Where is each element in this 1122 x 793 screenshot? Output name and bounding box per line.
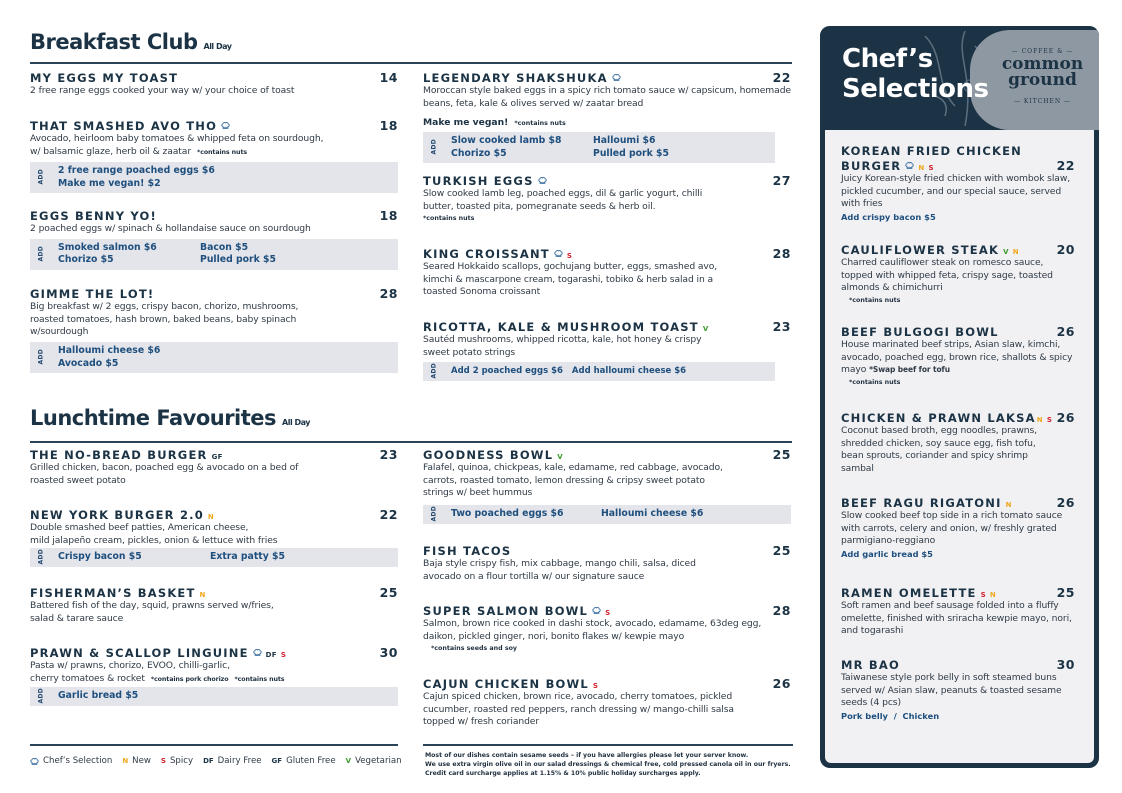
item-name-text: NEW YORK BURGER 2.0 (30, 508, 204, 522)
vegan-option: Make me vegan! (423, 117, 509, 129)
desc-line: w/ balsamic glaze, herb oil & zaatar (30, 145, 191, 157)
item-desc (30, 600, 398, 625)
add-on-option: Crispy bacon $5 (58, 551, 142, 563)
spicy-tag: S (605, 609, 611, 617)
item-price: 26 (1056, 495, 1075, 510)
desc-line: Pasta w/ prawns, chorizo, EVOO, chilli-garlic, (30, 660, 230, 671)
item-name-text: FISHERMAN’S BASKET (30, 586, 196, 600)
item-name: MY EGGS MY TOAST (30, 71, 179, 85)
item-name (423, 71, 621, 85)
chef-hat-icon (221, 121, 230, 130)
add-on-option: Add halloumi cheese $6 (571, 366, 687, 377)
item-name-text: CAJUN CHICKEN BOWL (423, 677, 589, 691)
menu-item-eggs-benny (30, 208, 398, 270)
legend-label: Vegetarian (355, 756, 402, 766)
add-label: ADD (37, 349, 45, 365)
item-price: 20 (1056, 242, 1075, 257)
menu-item-shakshuka (423, 70, 791, 163)
desc-line: salad & tarare sauce (30, 612, 124, 624)
item-name (423, 320, 709, 334)
item-name (841, 159, 934, 173)
item-price: 30 (1056, 657, 1075, 672)
spicy-tag: S (566, 252, 573, 260)
spicy-tag: S (280, 651, 287, 659)
item-price: 22 (772, 70, 791, 85)
footer-line: Credit card surcharge applies at 1.15% & 10% public holiday surcharges apply. (425, 770, 701, 777)
add-on-option: Avocado $5 (58, 357, 119, 369)
item-name-text: PRAWN & SCALLOP LINGUINE (30, 646, 249, 660)
item-name (841, 496, 1012, 510)
dairy-free-tag: DF (265, 651, 277, 659)
legend-code: DF (203, 757, 214, 765)
item-price: 28 (772, 246, 791, 261)
add-on-option: Slow cooked lamb $8 (451, 135, 562, 147)
item-name-text: BURGER (841, 159, 902, 173)
item-price: 28 (772, 603, 791, 618)
panel-title-line: Chef’s (842, 44, 933, 74)
allergen-note: *contains nuts (234, 675, 285, 683)
item-name (841, 411, 1052, 425)
item-price: 22 (1056, 158, 1075, 173)
chef-item-chicken-prawn-laksa (841, 410, 1075, 476)
item-name (423, 448, 563, 462)
item-name: FISH TACOS (423, 544, 512, 558)
add-label: ADD (430, 139, 438, 155)
item-name-text: LEGENDARY SHAKSHUKA (423, 71, 608, 85)
desc-line: Avocado, heirloom baby tomatoes & whipped feta on sourdough, (30, 133, 324, 144)
desc-line: cherry tomatoes & rocket (30, 672, 145, 684)
chef-hat-icon (905, 161, 914, 170)
footer-disclaimer (425, 751, 791, 778)
item-price: 26 (1056, 410, 1075, 425)
item-price: 22 (379, 507, 398, 522)
item-price: 28 (379, 286, 398, 301)
chef-hat-icon (538, 176, 547, 185)
legend-label: Dairy Free (217, 756, 262, 766)
footer-line: We use extra virgin olive oil in our salad dressings & chemical free, cold pressed canola oil in our fryers. (425, 761, 791, 768)
breakfast-divider (30, 62, 792, 64)
lunch-section-title (30, 406, 310, 430)
chef-item-beef-bulgogi-bowl (841, 324, 1075, 389)
item-name-text: KING CROISSANT (423, 247, 550, 261)
legend-label: Spicy (169, 756, 194, 766)
item-desc: 2 free range eggs cooked your way w/ your choice of toast (30, 85, 295, 96)
item-desc: Sautéd mushrooms, whipped ricotta, kale, hot honey & crispy sweet potato strings (423, 334, 702, 358)
add-on-option: Extra patty $5 (210, 551, 285, 563)
chef-hat-icon (253, 648, 262, 657)
legend-label: Gluten Free (286, 756, 336, 766)
spicy-tag: S (980, 591, 986, 599)
item-desc: Taiwanese style pork belly in soft steamed buns served w/ Asian slaw, peanuts & toasted sesame seeds (4 pcs) (841, 672, 1062, 709)
logo-line: common (1001, 54, 1084, 74)
menu-item-turkish-eggs (423, 173, 791, 225)
item-name (423, 604, 610, 618)
footer-line: Most of our dishes contain sesame seeds – if you have allergies please let your server know. (425, 752, 749, 759)
chef-item-korean-fried-chicken (841, 144, 1075, 223)
item-price: 25 (772, 447, 791, 462)
add-on-option: Pulled pork $5 (200, 254, 276, 266)
item-desc: Cajun spiced chicken, brown rice, avocado, cherry tomatoes, pickled cucumber, roasted red peppers, ranch dressing w/ mango-chilli salsa topped w/ fresh coriander (423, 691, 734, 728)
chef-hat-icon (592, 606, 601, 615)
item-name (30, 586, 206, 600)
item-name (423, 247, 572, 261)
item-name-text: GOODNESS BOWL (423, 448, 554, 462)
add-on-option: Smoked salmon $6 (58, 241, 157, 253)
add-on-box (30, 687, 398, 706)
item-name-text: THAT SMASHED AVO THO (30, 119, 218, 133)
item-name: KOREAN FRIED CHICKEN (841, 144, 1022, 158)
add-on-option: Add 2 poached eggs $6 (451, 366, 563, 377)
chef-item-cauliflower-steak (841, 242, 1075, 307)
item-name-text: TURKISH EGGS (423, 174, 534, 188)
item-price: 30 (379, 645, 398, 660)
item-name (30, 448, 223, 462)
item-name (30, 646, 286, 660)
item-desc: Soft ramen and beef sausage folded into a fluffy omelette, finished with sriracha kewpie mayo, nori, and togarashi (841, 600, 1072, 637)
item-desc: Big breakfast w/ 2 eggs, crispy bacon, chorizo, mushrooms, roasted tomatoes, hash brown, baked beans, baby spinach w/sourdough (30, 301, 299, 338)
add-on-box (30, 239, 398, 270)
item-desc: Seared Hokkaido scallops, gochujang butter, eggs, smashed avo, kimchi & mascarpone cream, togarashi, tobiko & herb salad in a toasted Sonoma croissant (423, 261, 718, 298)
panel-body (825, 130, 1094, 763)
item-desc (30, 133, 398, 159)
menu-item-no-bread-burger (30, 447, 398, 487)
new-tag: N (199, 591, 206, 599)
new-tag: N (1005, 501, 1012, 509)
legend-dairy-free (203, 756, 261, 766)
add-on-option: Chorizo $5 (451, 147, 507, 159)
add-on-option: Add garlic bread $5 (841, 549, 933, 560)
menu-item-fishermans-basket (30, 585, 398, 625)
legend-new (122, 756, 151, 766)
menu-item-new-york-burger (30, 507, 398, 567)
item-desc (841, 339, 1086, 377)
allergen-note: *contains seeds and soy (431, 645, 518, 653)
chef-hat-icon (612, 73, 621, 82)
vegetarian-tag: V (1003, 248, 1009, 256)
item-price: 25 (772, 543, 791, 558)
item-desc: Moroccan style baked eggs in a spicy rich tomato sauce w/ capsicum, homemade beans, feta, kale & olives served w/ zaatar bread (423, 85, 791, 109)
item-name: BEEF BULGOGI BOWL (841, 325, 999, 339)
chef-hat-icon (30, 757, 39, 766)
menu-item-king-croissant (423, 246, 791, 299)
item-name (423, 174, 547, 188)
item-desc: Baja style crispy fish, mix cabbage, mango chili, salsa, diced avocado on a flour tortilla w/ our signature sauce (423, 558, 696, 582)
add-on-option: Bacon $5 (200, 241, 249, 253)
lunch-title: Lunchtime Favourites (30, 406, 277, 430)
allergen-note: *contains nuts (849, 297, 901, 305)
item-name: MR BAO (841, 658, 900, 672)
item-price: 26 (1056, 324, 1075, 339)
add-on-option: Halloumi $6 (593, 135, 656, 147)
item-desc: Charred cauliflower steak on romesco sauce, topped with whipped feta, crispy sage, toasted almonds & chimichurri (841, 257, 1053, 294)
item-name-text: CHICKEN & PRAWN LAKSA (841, 411, 1036, 425)
new-tag: N (1012, 248, 1019, 256)
add-on-option: 2 free range poached eggs $6 (58, 165, 215, 177)
item-name (841, 586, 996, 600)
add-on-option: Two poached eggs $6 (451, 508, 564, 520)
gluten-free-tag: GF (211, 453, 223, 461)
panel-title-line: Selections (842, 74, 989, 104)
lunch-divider (30, 441, 792, 443)
item-desc: Slow cooked lamb leg, poached eggs, dil & garlic yogurt, chilli butter, toasted pita, pomegranate seeds & herb oil. (423, 188, 703, 212)
breakfast-subtitle: All Day (203, 42, 232, 51)
add-label: ADD (37, 169, 45, 185)
footer-divider-left (30, 744, 398, 746)
allergen-note: *contains nuts (423, 215, 475, 223)
item-price: 25 (379, 585, 398, 600)
chef-item-mr-bao (841, 657, 1075, 722)
chef-hat-icon (554, 249, 563, 258)
add-on-option: Add crispy bacon $5 (841, 212, 936, 223)
item-desc: Coconut based broth, egg noodles, prawns, shredded chicken, soy sauce egg, fish tofu, bean sprouts, coriander and spicy shrimp sambal (841, 425, 1037, 475)
allergen-note: *contains pork chorizo (150, 675, 229, 683)
menu-item-prawn-scallop-linguine (30, 645, 398, 706)
item-desc: Grilled chicken, bacon, poached egg & avocado on a bed of roasted sweet potato (30, 462, 299, 486)
swap-note: *Swap beef for tofu (869, 365, 950, 375)
legend-code: GF (271, 757, 283, 765)
allergen-note: *contains nuts (849, 379, 901, 387)
menu-item-goodness-bowl (423, 447, 791, 524)
item-price: 23 (379, 447, 398, 462)
item-desc (30, 660, 398, 686)
legend-gluten-free (272, 756, 336, 766)
add-label: ADD (37, 245, 45, 262)
allergen-note: *contains nuts (514, 120, 566, 128)
desc-line: mild jalapeño cream, pickles, onion & lettuce with fries (30, 534, 278, 546)
item-price: 18 (379, 208, 398, 223)
menu-item-fish-tacos (423, 543, 791, 583)
lunch-subtitle: All Day (282, 418, 311, 427)
new-tag: N (918, 164, 925, 172)
item-price: 23 (772, 319, 791, 334)
menu-item-ricotta-toast (423, 319, 791, 381)
item-name (423, 677, 598, 691)
item-desc: Slow cooked beef top side in a rich tomato sauce with carrots, celery and onion, w/ freshly grated parmigiano-reggiano (841, 510, 1063, 547)
add-on-box (30, 162, 398, 193)
add-label: ADD (430, 363, 438, 379)
desc-line: Battered fish of the day, squid, prawns served w/fries, (30, 600, 274, 611)
new-tag: N (989, 591, 997, 599)
add-on-option: Halloumi cheese $6 (58, 345, 161, 357)
item-name: EGGS BENNY YO! (30, 209, 157, 223)
chef-item-beef-ragu-rigatoni (841, 495, 1075, 560)
legend-code: N (122, 757, 129, 765)
add-on-option: Garlic bread $5 (58, 690, 139, 702)
legend-label: Chef’s Selection (43, 756, 113, 766)
item-name (841, 243, 1019, 257)
add-on-option: Make me vegan! $2 (58, 177, 161, 189)
item-name-text: RICOTTA, KALE & MUSHROOM TOAST (423, 320, 699, 334)
legend-chef-selection (30, 756, 112, 766)
desc-line: Double smashed beef patties, American cheese, (30, 522, 249, 533)
add-on-option: Chorizo $5 (58, 254, 114, 266)
legend-spicy (161, 756, 193, 766)
add-on-option: Pulled pork $5 (593, 147, 669, 159)
panel-title (842, 44, 989, 104)
add-on-box (423, 362, 775, 381)
item-price: 18 (379, 118, 398, 133)
legend-vegetarian (346, 756, 402, 766)
item-price: 25 (1056, 585, 1075, 600)
item-desc: 2 poached eggs w/ spinach & hollandaise sauce on sourdough (30, 223, 311, 234)
new-tag: N (207, 513, 215, 521)
item-name: GIMME THE LOT! (30, 287, 155, 301)
add-on-box (30, 342, 398, 373)
footer-divider-right (423, 744, 793, 746)
item-name-text: BEEF RAGU RIGATONI (841, 496, 1002, 510)
spicy-tag: S (1046, 416, 1053, 424)
menu-item-my-eggs-my-toast (30, 70, 398, 98)
vegetarian-tag: V (557, 453, 563, 461)
new-tag: N (1036, 416, 1043, 424)
menu-item-smashed-avo (30, 118, 398, 193)
item-name-text: THE NO-BREAD BURGER (30, 448, 208, 462)
item-price: 14 (379, 70, 398, 85)
item-price: 26 (772, 676, 791, 691)
menu-item-cajun-chicken-bowl (423, 676, 791, 729)
desc-text: House marinated beef strips, Asian slaw, kimchi, avocado, poached egg, brown rice, shallots & spicy mayo (841, 339, 1073, 376)
add-on-box (423, 132, 775, 163)
item-name (30, 508, 214, 522)
add-label: ADD (37, 688, 45, 704)
item-desc: Salmon, brown rice cooked in dashi stock, avocado, edamame, 63deg egg, daikon, pickled ginger, nori, bonito flakes w/ kewpie mayo (423, 618, 762, 642)
menu-item-gimme-the-lot (30, 286, 398, 373)
item-desc: Juicy Korean-style fried chicken with wombok slaw, pickled cucumber, and our special sauce, served with fries (841, 173, 1071, 210)
allergen-note: *contains nuts (197, 148, 247, 156)
logo-top-text: — COFFEE & — (1011, 48, 1074, 55)
breakfast-title: Breakfast Club (30, 30, 198, 54)
chefs-selections-panel (820, 26, 1099, 768)
add-on-option: Halloumi cheese $6 (601, 508, 704, 520)
breakfast-section-title (30, 30, 231, 54)
item-name-text: CAULIFLOWER STEAK (841, 243, 1000, 257)
add-label: ADD (430, 505, 438, 522)
item-desc (30, 522, 398, 547)
add-on-box (30, 548, 398, 567)
legend-label: New (132, 756, 151, 766)
item-name-text: RAMEN OMELETTE (841, 586, 977, 600)
vegetarian-tag: V (702, 325, 709, 333)
item-price: 27 (772, 173, 791, 188)
add-on-box (423, 505, 791, 524)
item-name (30, 119, 230, 133)
item-name-text: SUPER SALMON BOWL (423, 604, 589, 618)
spicy-tag: S (592, 682, 599, 690)
menu-item-super-salmon-bowl (423, 603, 791, 655)
logo-line: ground (1008, 70, 1077, 90)
logo-bottom-text: — KITCHEN — (1013, 98, 1072, 105)
spicy-tag: S (928, 164, 934, 172)
common-ground-logo (995, 56, 1090, 88)
legend (30, 756, 412, 766)
legend-code: V (345, 757, 352, 765)
add-label: ADD (37, 549, 45, 565)
legend-code: S (160, 757, 166, 765)
add-on-option: Pork belly / Chicken (841, 711, 940, 722)
panel-header (820, 26, 1099, 130)
chef-item-ramen-omelette (841, 585, 1075, 638)
item-desc: Falafel, quinoa, chickpeas, kale, edamame, red cabbage, avocado, carrots, roasted tomato, lemon dressing & cripsy sweet potato strings w/ beet hummus (423, 462, 723, 499)
